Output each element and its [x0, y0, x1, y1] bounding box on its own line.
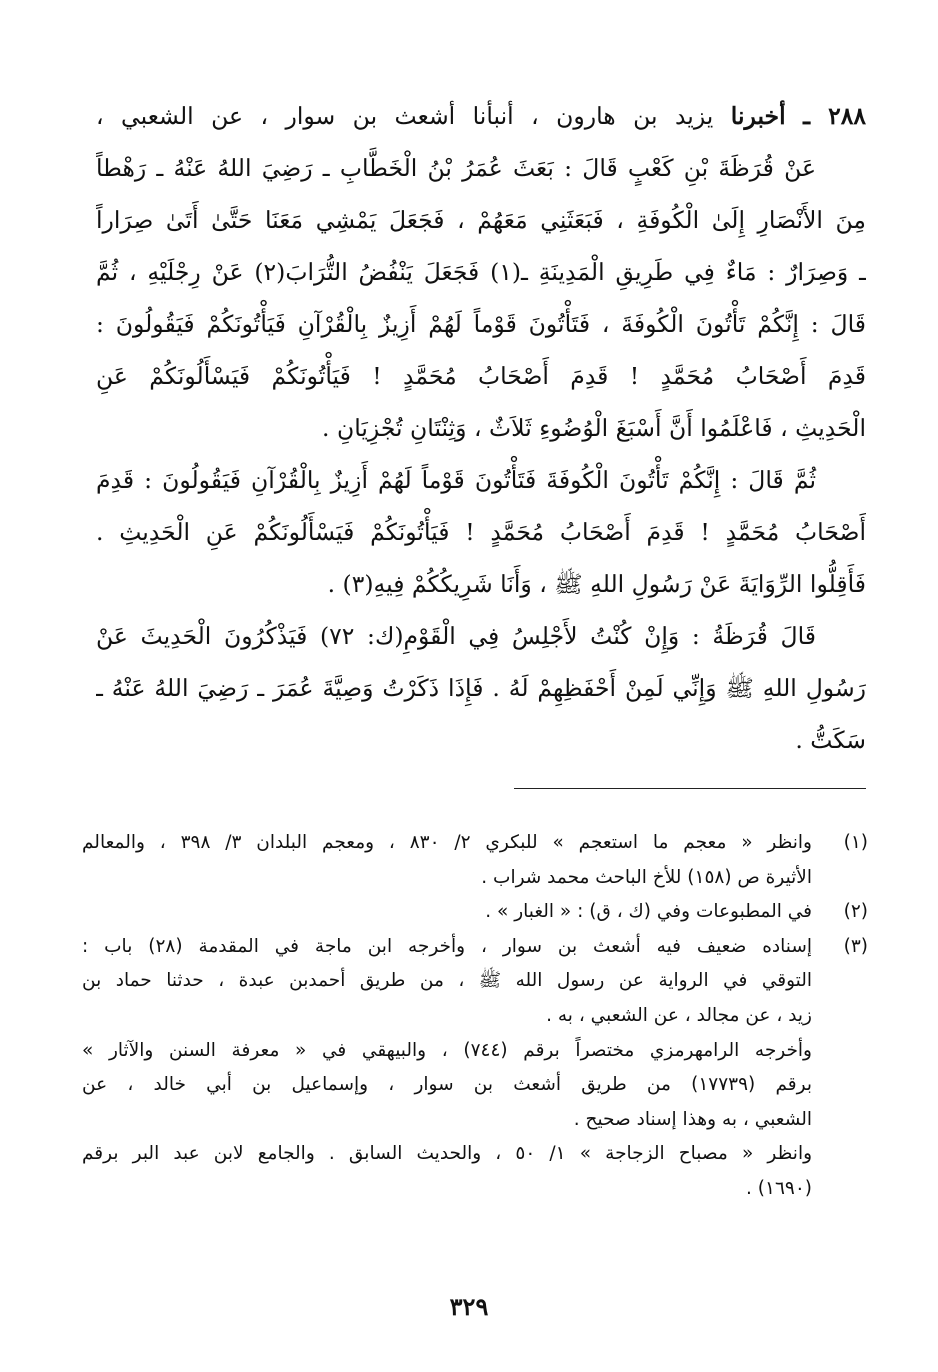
hadith-line-text: يزيد بن هارون ، أنبأنا أشعث بن سوار ، عن الشعبي ، — [96, 102, 731, 130]
hadith-line: أَصْحَابُ مُحَمَّدٍ ! قَدِمَ أَصْحَابُ مُحَمَّدٍ ! فَيَأْتُونَكُمْ فَيَسْأَلُونَكُمْ عَنِ الْحَدِيثِ . — [96, 518, 866, 546]
footnote-line: وأخرجه الرامهرمزي مختصراً برقم (٧٤٤) ، والبيهقي في « معرفة السنن والآثار » — [82, 1039, 812, 1061]
hadith-line: قَدِمَ أَصْحَابُ مُحَمَّدٍ ! قَدِمَ أَصْحَابُ مُحَمَّدٍ ! فَيَأْتُونَكُمْ فَيَسْأَلُونَكُمْ عَنِ — [96, 362, 866, 390]
footnote-number: (٢) — [843, 901, 868, 923]
footnote-line: زيد ، عن مجالد ، عن الشعبي ، به . — [546, 1004, 812, 1026]
hadith-line: ثُمَّ قَالَ : إِنَّكُمْ تَأْتُونَ الْكُوفَةَ فَتَأْتُونَ قَوْماً لَهُمْ أَزِيزٌ بِالْقُرْآنِ فَيَقُولُونَ : قَدِمَ — [96, 466, 816, 494]
footnote — [82, 826, 868, 895]
hadith-lead-word: أخبرنا — [730, 102, 786, 130]
hadith-line — [96, 90, 866, 142]
footnote-line: وانظر « معجم ما استعجم » للبكري ٢/ ٨٣٠ ، ومعجم البلدان ٣/ ٣٩٨ ، والمعالم — [82, 832, 812, 853]
footnote-line: التوقي في الرواية عن رسول الله ﷺ ، من طريق أحمدبن عبدة ، حدثنا حماد بن — [82, 970, 812, 992]
footnote-line: إسناده ضعيف فيه أشعث بن سوار ، وأخرجه ابن ماجة في المقدمة (٢٨) باب : — [82, 935, 812, 957]
hadith-line: قَالَ : إِنَّكُمْ تَأْتُونَ الْكُوفَةَ ، فَتَأْتُونَ قَوْماً لَهُمْ أَزِيزٌ بِالْقُرْآنِ فَيَأْتُونَكُمْ فَيَقُولُونَ : — [96, 310, 866, 338]
footnote-line: (١٦٩٠) . — [746, 1177, 812, 1199]
page-number: ٣٢٩ — [449, 1292, 489, 1321]
footnote-line: برقم (١٧٧٣٩) من طريق أشعث بن سوار ، وإسماعيل بن أبي خالد ، عن — [82, 1074, 812, 1096]
footnotes — [82, 826, 868, 1207]
footnote-separator — [514, 788, 866, 789]
footnote-line: الشعبي ، به وهذا إسناد صحيح . — [573, 1108, 812, 1130]
hadith-number: ٢٨٨ ـ — [803, 102, 866, 130]
hadith-line: سَكَتُّ . — [795, 726, 866, 754]
footnote — [82, 895, 868, 930]
hadith-line: مِنَ الأَنْصَارِ إِلَىٰ الْكُوفَةِ ، فَبَعَثَنِي مَعَهُمْ ، فَجَعَلَ يَمْشِي مَعَنَا حَتَّىٰ أَتَىٰ صِرَاراً — [96, 206, 866, 234]
hadith-line: قَالَ قُرَظَةُ : وَإِنْ كُنْتُ لأَجْلِسُ فِي الْقَوْمِ(ك: ٧٢) فَيَذْكُرُونَ الْحَدِيثَ عَنْ — [96, 622, 816, 650]
footnote-number: (١) — [843, 832, 868, 853]
hadith-line: الْحَدِيثِ ، فَاعْلَمُوا أَنَّ أَسْبَغَ الْوُضُوءِ ثَلاَثٌ ، وَثِنْتَانِ تُجْزِيَانِ . — [322, 414, 866, 442]
footnote-line: في المطبوعات وفي (ك ، ق) : « الغبار » . — [485, 901, 812, 923]
footnote-line: الأثيرة ص (١٥٨) للأخ الباحث محمد شراب . — [481, 866, 812, 888]
footnote-number: (٣) — [843, 935, 868, 957]
footnote — [82, 930, 868, 1207]
hadith-line: فَأَقِلُّوا الرِّوَايَةَ عَنْ رَسُولِ اللهِ ﷺ ، وَأَنَا شَرِيكُكُمْ فِيهِ(٣) . — [327, 570, 866, 598]
footnote-line: وانظر « مصباح الزجاجة » ١/ ٥٠ ، والحديث السابق . والجامع لابن عبد البر برقم — [82, 1143, 812, 1165]
hadith-line: ـ وَصِرَارٌ : مَاءٌ فِي طَرِيقِ الْمَدِينَةِ ـ(١) فَجَعَلَ يَنْفُضُ التُّرَابَ(٢) عَنْ رِجْلَيْهِ ، ثُمَّ — [96, 258, 866, 286]
hadith-line: عَنْ قُرَظَةَ بْنِ كَعْبٍ قَالَ : بَعَثَ عُمَرُ بْنُ الْخَطَّابِ ـ رَضِيَ اللهُ عَنْهُ ـ رَهْطاً — [96, 154, 816, 182]
hadith-text — [96, 90, 866, 766]
hadith-line: رَسُولِ اللهِ ﷺ وَإِنِّي لَمِنْ أَحْفَظِهِمْ لَهُ . فَإِذَا ذَكَرْتُ وَصِيَّةَ عُمَرَ ـ رَضِيَ اللهُ عَنْهُ ـ — [96, 674, 866, 702]
